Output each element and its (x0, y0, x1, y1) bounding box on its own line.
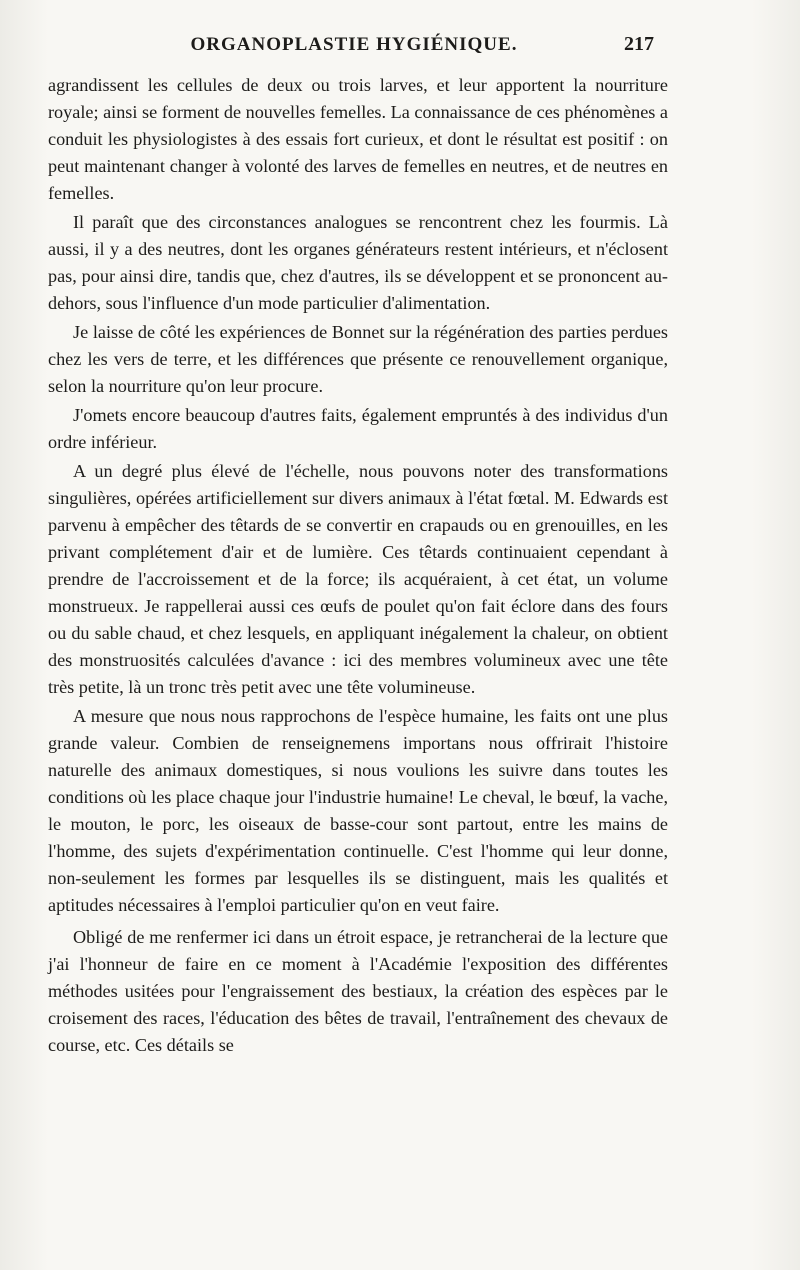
paragraph-oblige: Obligé de me renfermer ici dans un étroit espace, je retrancherai de la lecture que j'ai l'honneur de faire en ce moment à l'Académie l'exposition des différentes méthodes usitées pour l'engraissement des bestiaux, la création des espèces par le croisement des races, l'éducation des bêtes de travail, l'entraînement des chevaux de course, etc. Ces détails se (48, 927, 668, 1055)
paragraph-continued: agrandissent les cellules de deux ou trois larves, et leur apportent la nourriture royale; ainsi se forment de nouvelles femelles. La connaissance de ces phénomènes a conduit les physiologistes à des essais fort curieux, et dont le résultat est positif : on peut maintenant changer à volonté des larves de femelles en neutres, et de neutres en femelles. (48, 75, 668, 203)
paragraph-bonnet: Je laisse de côté les expériences de Bonnet sur la régénération des parties perdues chez les vers de terre, et les différences que présente ce renouvellement organique, selon la nourriture qu'on leur procure. (48, 322, 668, 396)
paragraph-transformations: A un degré plus élevé de l'échelle, nous pouvons noter des transformations singulières, opérées artificiellement sur divers animaux à l'état fœtal. M. Edwards est parvenu à empêcher des têtards de se convertir en crapauds ou en grenouilles, en les privant complétement d'air et de lumière. Ces têtards continuaient cependant à prendre de l'accroissement et de la force; ils acquéraient, à cet état, un volume monstrueux. Je rappellerai aussi ces œufs de poulet qu'on fait éclore dans des fours ou du sable chaud, et chez lesquels, en appliquant inégalement la chaleur, on obtient des monstruosités calculées d'avance : ici des membres volumineux avec une tête très petite, là un tronc très petit avec une tête volumineuse. (48, 461, 668, 697)
page-number: 217 (624, 33, 654, 55)
body-text (48, 72, 668, 1059)
running-title: ORGANOPLASTIE HYGIÉNIQUE. (190, 34, 518, 55)
paragraph-omets: J'omets encore beaucoup d'autres faits, également empruntés à des individus d'un ordre inférieur. (48, 405, 668, 452)
paragraph-fourmis: Il paraît que des circonstances analogues se rencontrent chez les fourmis. Là aussi, il y a des neutres, dont les organes générateurs restent intérieurs, et n'éclosent pas, pour ainsi dire, tandis que, chez d'autres, ils se développent et se prononcent au-dehors, sous l'influence d'un mode particulier d'alimentation. (48, 212, 668, 313)
paragraph-espece-humaine: A mesure que nous nous rapprochons de l'espèce humaine, les faits ont une plus grande valeur. Combien de renseignemens importans nous offrirait l'histoire naturelle des animaux domestiques, si nous voulions les suivre dans toutes les conditions où les place chaque jour l'industrie humaine! Le cheval, le bœuf, la vache, le mouton, le porc, les oiseaux de basse-cour sont partout, entre les mains de l'homme, des sujets d'expérimentation continuelle. C'est l'homme qui leur donne, non-seulement les formes par lesquelles ils se distinguent, mais les qualités et aptitudes nécessaires à l'emploi particulier qu'on en veut faire. (48, 706, 668, 915)
